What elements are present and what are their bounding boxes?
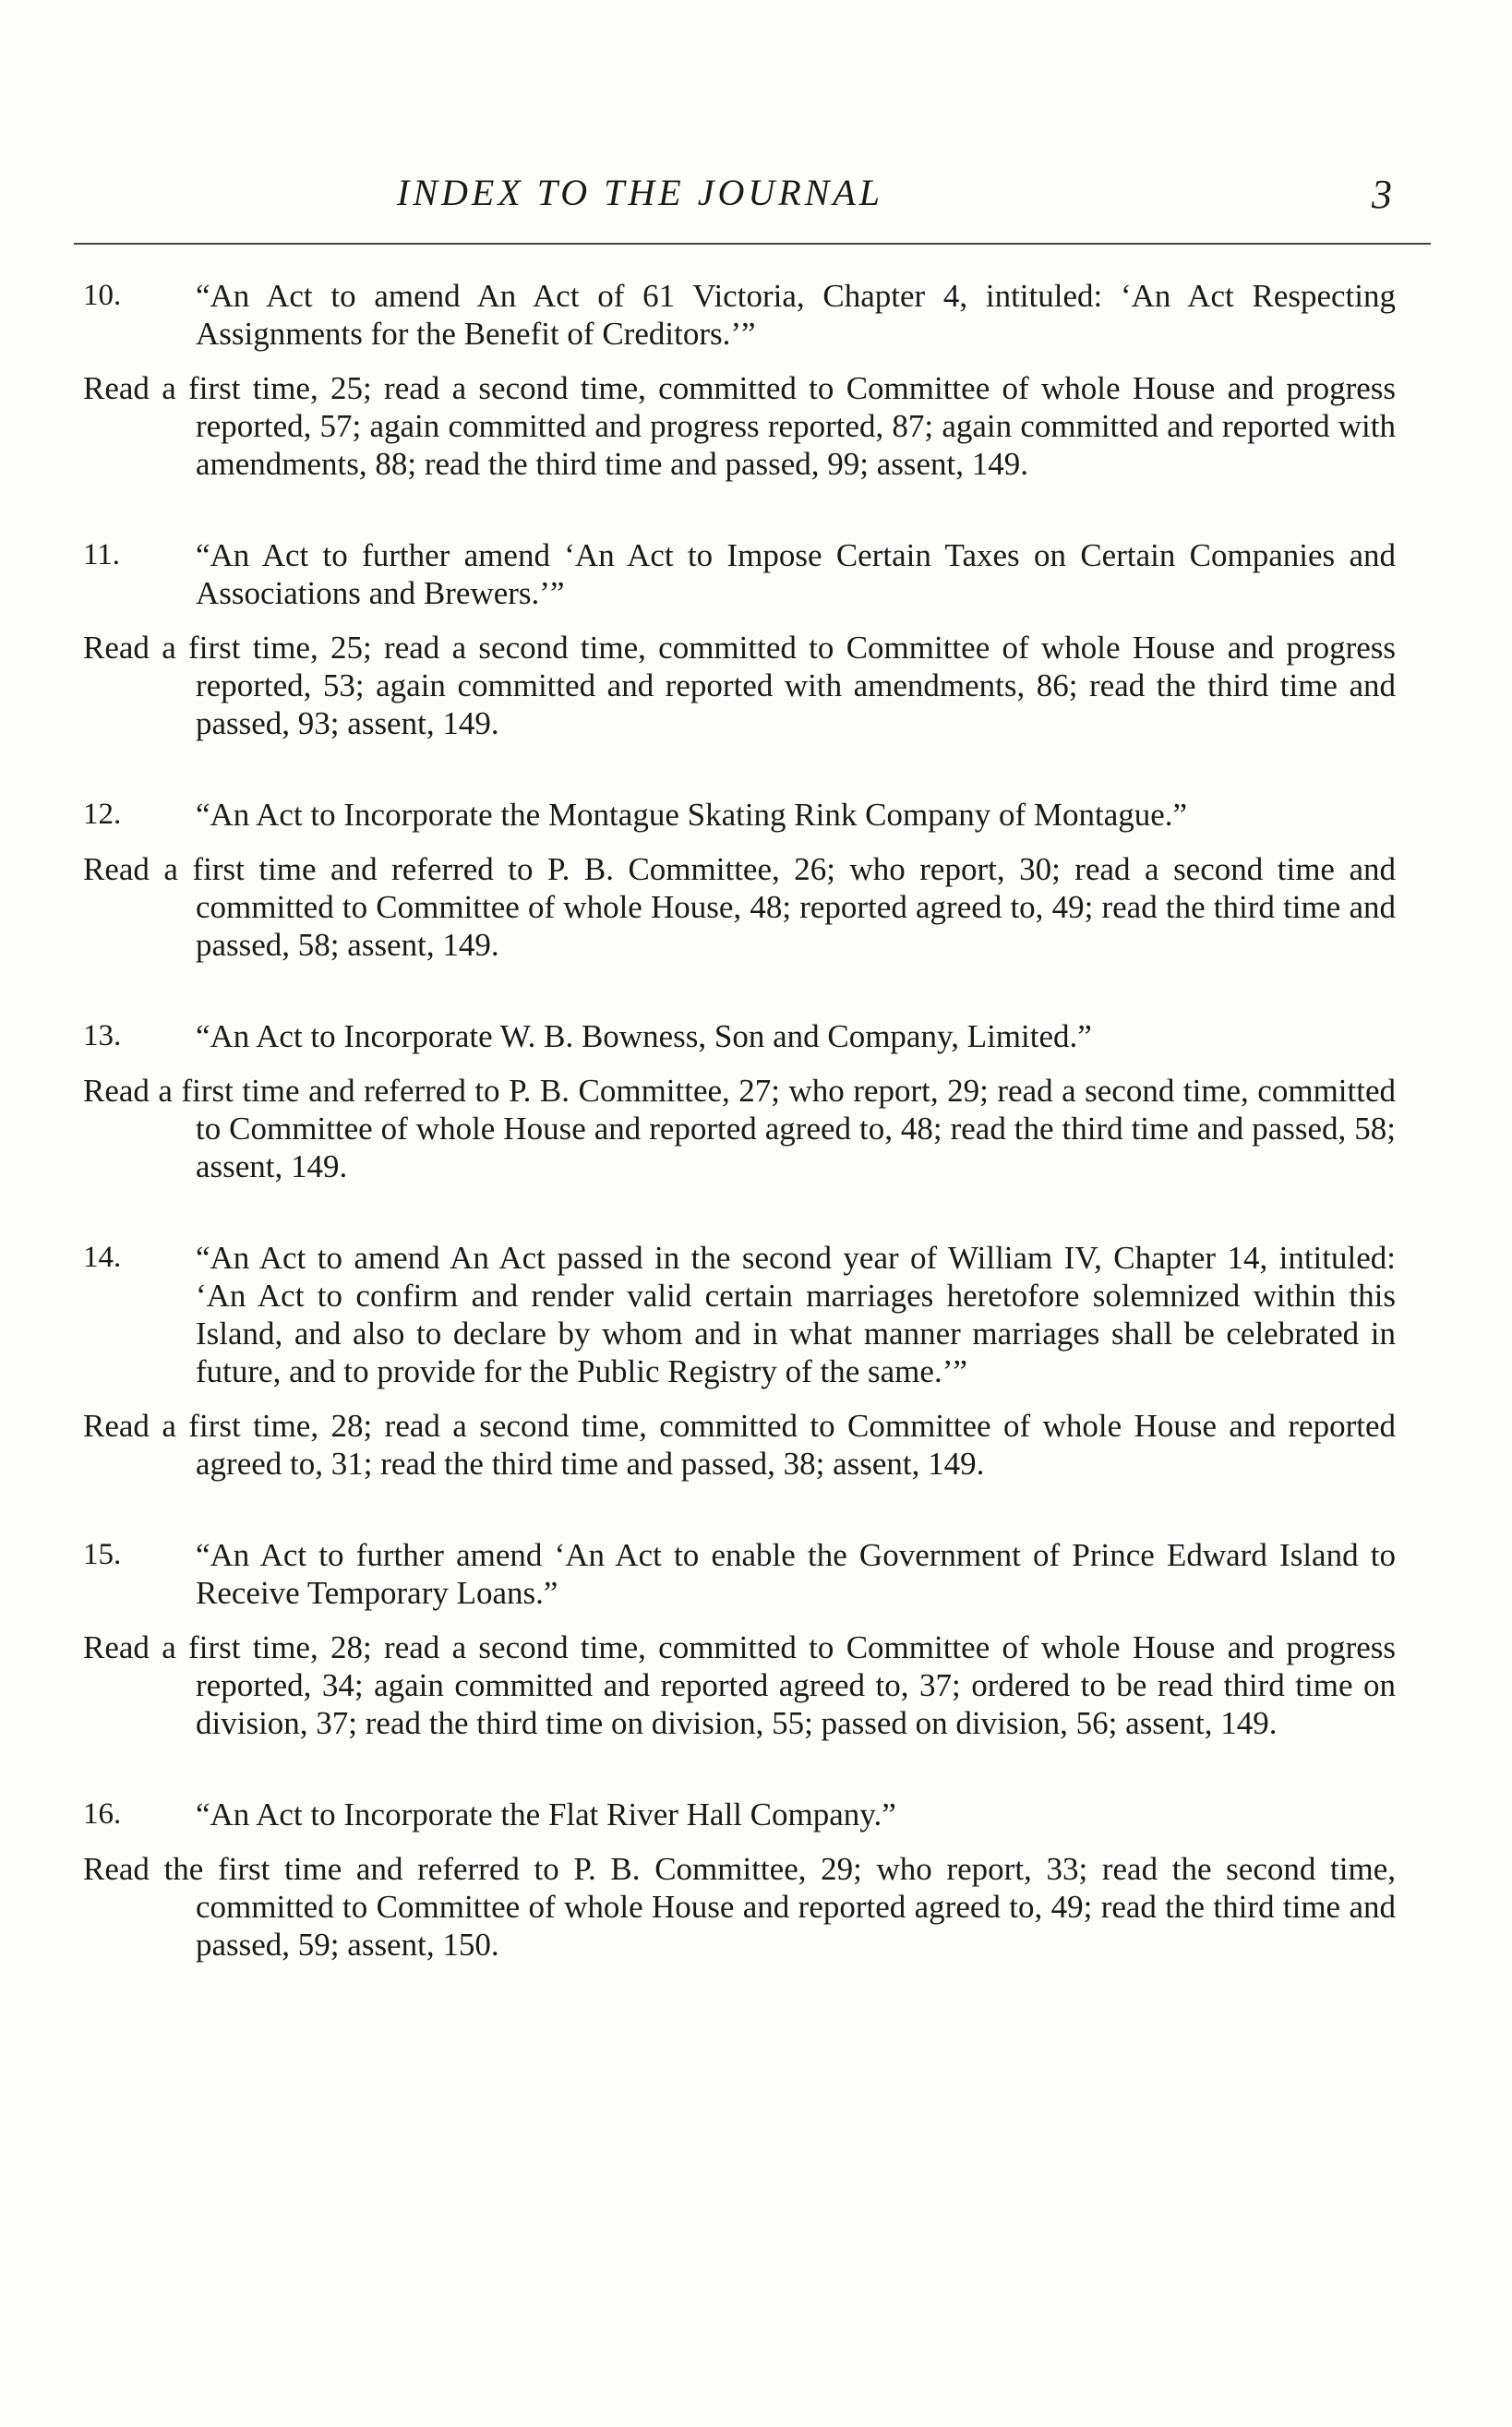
act-title-text: “An Act to Incorporate the Montague Skating Rink Company of Montague.” [196,797,1188,833]
running-title: INDEX TO THE JOURNAL [397,172,884,213]
act-title [83,536,1396,612]
entry-number: 14. [83,1241,122,1274]
index-entry [83,536,1396,742]
reading-history: Read a first time and referred to P. B. Committee, 27; who report, 29; read a second time, committed to Committee of whole House and reported agreed to, 48; read the third time and passed, 58; assent, 149. [83,1073,1396,1184]
index-entry [83,277,1396,483]
entry-number: 15. [83,1538,122,1571]
index-entry [83,1239,1396,1483]
act-title-text: “An Act to further amend ‘An Act to enable the Government of Prince Edward Island to Receive Temporary Loans.” [196,1537,1396,1611]
index-entry [83,1017,1396,1185]
reading-history: Read a first time, 25; read a second time, committed to Committee of whole House and progress reported, 53; again committed and reported with amendments, 86; read the third time and passed, 93; assent, 149. [83,630,1396,741]
entry-number: 11. [83,538,121,571]
act-title [83,277,1396,353]
reading-history: Read a first time, 25; read a second time, committed to Committee of whole House and progress reported, 57; again committed and progress reported, 87; again committed and reported with amendments, 88; read the third time and passed, 99; assent, 149. [83,370,1396,482]
reading-history: Read a first time, 28; read a second time, committed to Committee of whole House and progress reported, 34; again committed and reported agreed to, 37; ordered to be read third time on division, 37; read the third time on division, 55; passed on division, 56; assent, 149. [83,1629,1396,1741]
index-entry [83,1796,1396,1964]
entry-number: 13. [83,1019,122,1052]
reading-history: Read a first time, 28; read a second time, committed to Committee of whole House and reported agreed to, 31; read the third time and passed, 38; assent, 149. [83,1408,1396,1482]
reading-history: Read the first time and referred to P. B. Committee, 29; who report, 33; read the second time, committed to Committee of whole House and reported agreed to, 49; read the third time and passed, 59; assent, 150. [83,1851,1396,1963]
index-entry [83,796,1396,964]
act-title-text: “An Act to amend An Act of 61 Victoria, Chapter 4, intituled: ‘An Act Respecting Assignments for the Benefit of Creditors.’” [196,278,1396,352]
act-title-text: “An Act to amend An Act passed in the second year of William IV, Chapter 14, intituled: ‘An Act to confirm and render valid certain marriages heretofore solemnized within this Island, and also to declare by whom and in what manner marriages shall be celebrated in future, and to provide for the Public Registry of the same.’” [196,1240,1396,1389]
act-title [83,1017,1396,1055]
index-entries [83,277,1396,2017]
entry-number: 10. [83,279,122,312]
act-title-text: “An Act to further amend ‘An Act to Impose Certain Taxes on Certain Companies and Associations and Brewers.’” [196,537,1396,611]
act-title [83,1536,1396,1612]
act-title [83,1239,1396,1390]
act-title [83,796,1396,834]
entry-number: 16. [83,1797,122,1831]
entry-number: 12. [83,798,122,831]
page-number: 3 [1372,172,1392,217]
reading-history: Read a first time and referred to P. B. Committee, 26; who report, 30; read a second time and committed to Committee of whole House, 48; reported agreed to, 49; read the third time and passed, 58; assent, 149. [83,851,1396,963]
act-title-text: “An Act to Incorporate the Flat River Hall Company.” [196,1796,896,1832]
index-entry [83,1536,1396,1742]
page-header [83,171,1403,245]
act-title [83,1796,1396,1833]
act-title-text: “An Act to Incorporate W. B. Bowness, Son and Company, Limited.” [196,1018,1092,1054]
header-rule [74,243,1431,245]
